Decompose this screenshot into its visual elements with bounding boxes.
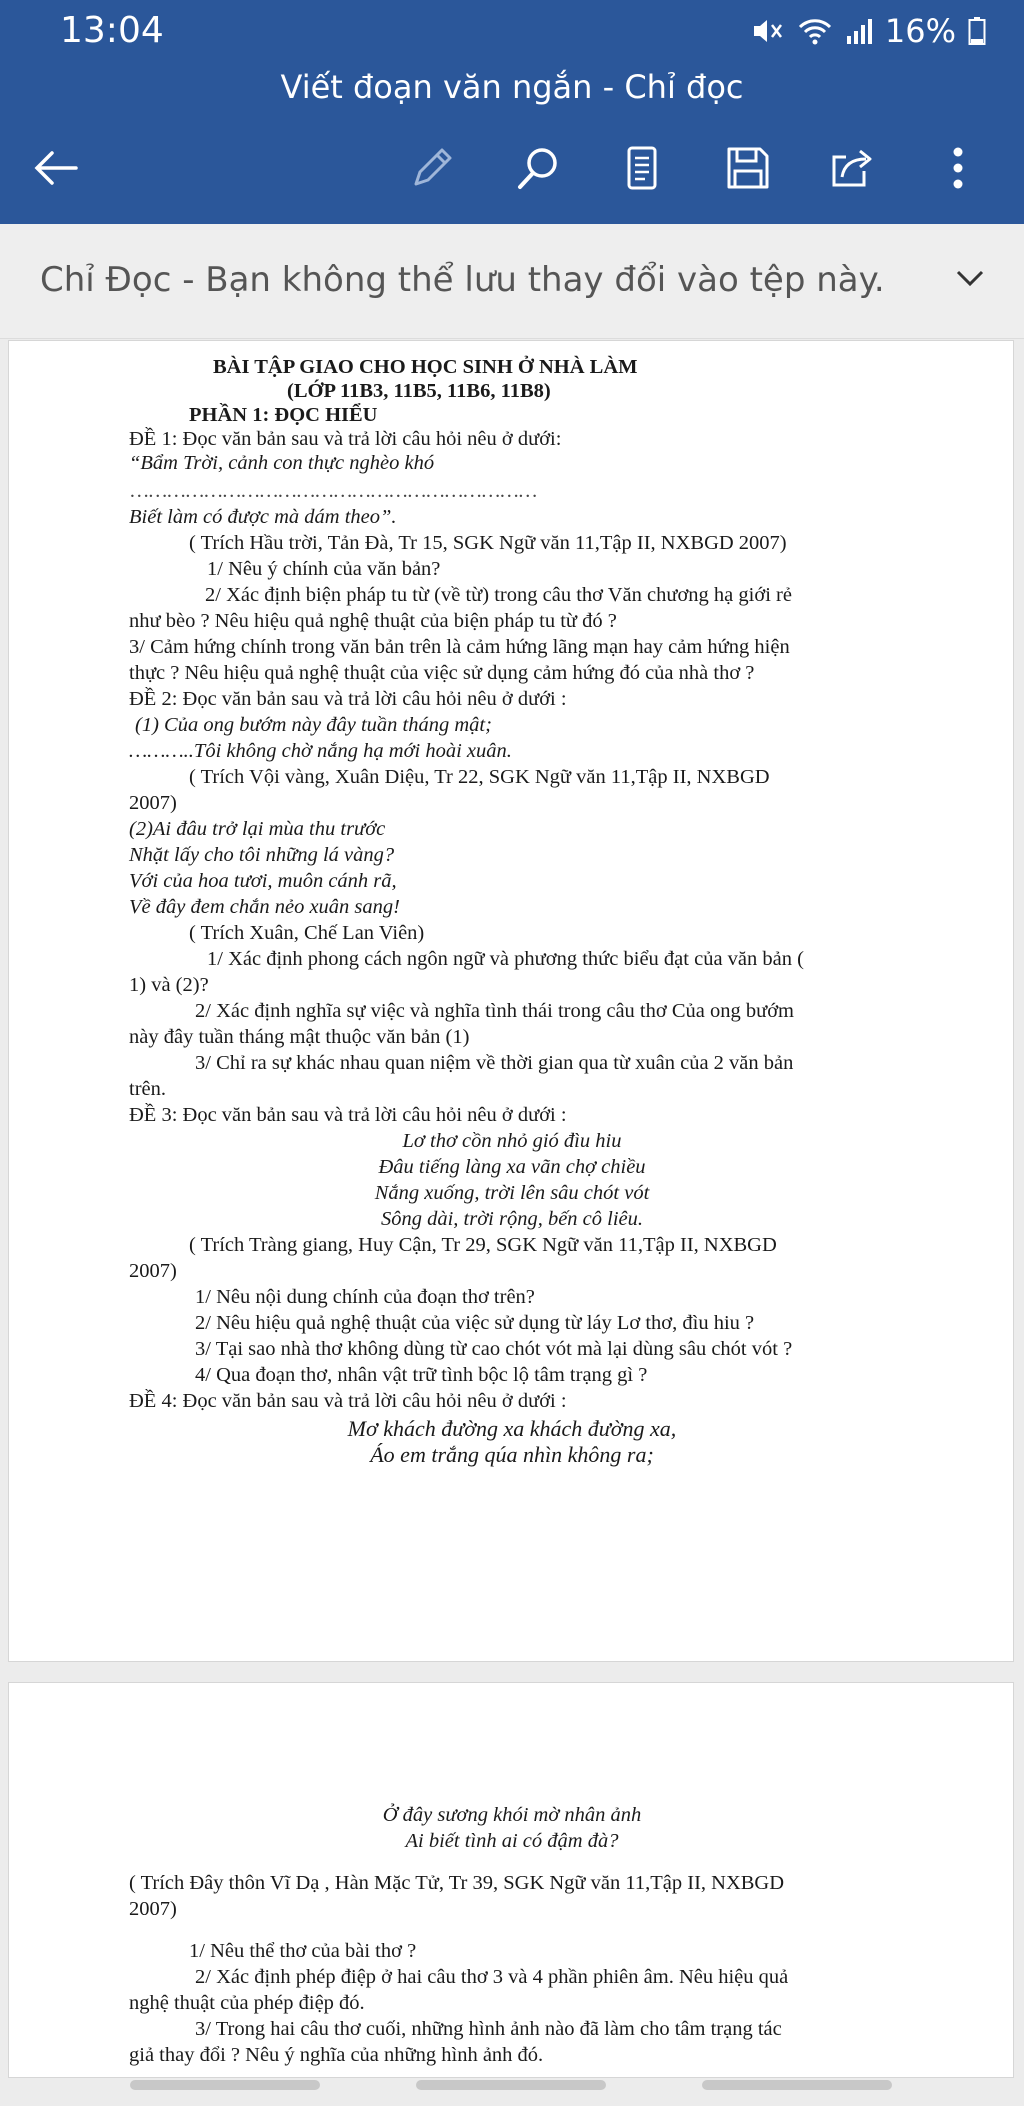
page2-question-cont: nghệ thuật của phép điệp đó. xyxy=(129,1992,365,2014)
page2-source-cont: 2007) xyxy=(129,1898,177,1920)
de4-heading: ĐỀ 4: Đọc văn bản sau và trả lời câu hỏi nêu ở dưới : xyxy=(129,1390,567,1412)
page2-question: 1/ Nêu thể thơ của bài thơ ? xyxy=(189,1940,417,1962)
section-heading: PHẦN 1: ĐỌC HIỂU xyxy=(189,404,378,426)
page2-question: 3/ Trong hai câu thơ cuối, những hình ảnh nào đã làm cho tâm trạng tác xyxy=(195,2018,782,2040)
de3-question: 3/ Tại sao nhà thơ không dùng từ cao chót vót mà lại dùng sâu chót vót ? xyxy=(195,1338,793,1360)
page2-poem-line: Ở đây sương khói mờ nhân ảnh xyxy=(382,1804,642,1826)
de2-source: ( Trích Vội vàng, Xuân Diệu, Tr 22, SGK Ngữ văn 11,Tập II, NXBGD xyxy=(189,766,770,788)
de4-poem-line: Mơ khách đường xa khách đường xa, xyxy=(347,1416,677,1441)
chevron-down-icon[interactable] xyxy=(954,266,986,290)
page-indicator xyxy=(416,2080,606,2090)
search-button[interactable] xyxy=(508,138,568,198)
de2-poem-line: (1) Của ong bướm này đây tuần tháng mật; xyxy=(135,714,492,736)
status-time: 13:04 xyxy=(60,10,164,51)
de2-question: 2/ Xác định nghĩa sự việc và nghĩa tình thái trong câu thơ Của ong bướm xyxy=(195,1000,794,1022)
de1-question-cont: thực ? Nêu hiệu quả nghệ thuật của việc sử dụng cảm hứng đó của nhà thơ ? xyxy=(129,662,755,684)
de1-poem-line: Biết làm có được mà dám theo”. xyxy=(129,506,397,528)
page2-poem-line: Ai biết tình ai có đậm đà? xyxy=(405,1830,619,1852)
de2-source-cont: 2007) xyxy=(129,792,177,814)
save-button[interactable] xyxy=(718,138,778,198)
de3-source-cont: 2007) xyxy=(129,1260,177,1282)
de3-poem-line: Sông dài, trời rộng, bến cô liêu. xyxy=(380,1208,644,1230)
edit-button[interactable] xyxy=(402,138,462,198)
de2-poem-line: Với của hoa tươi, muôn cánh rã, xyxy=(129,870,397,892)
de2-question-cont: 1) và (2)? xyxy=(129,974,209,996)
de1-question: 1/ Nêu ý chính của văn bản? xyxy=(207,558,441,580)
de1-question-cont: như bèo ? Nêu hiệu quả nghệ thuật của biện pháp tu từ đó ? xyxy=(129,610,617,632)
edit-pencil-icon xyxy=(408,144,456,192)
de4-poem-line: Áo em trắng qúa nhìn không ra; xyxy=(370,1442,654,1467)
de2-question-cont: này đây tuần tháng mật thuộc văn bản (1) xyxy=(129,1026,470,1048)
de3-source: ( Trích Tràng giang, Huy Cận, Tr 29, SGK Ngữ văn 11,Tập II, NXBGD xyxy=(189,1234,777,1256)
de3-question: 1/ Nêu nội dung chính của đoạn thơ trên? xyxy=(195,1286,535,1308)
more-options-button[interactable] xyxy=(928,138,988,198)
de1-source: ( Trích Hầu trời, Tản Đà, Tr 15, SGK Ngữ văn 11,Tập II, NXBGD 2007) xyxy=(189,532,787,554)
de3-question: 2/ Nêu hiệu quả nghệ thuật của việc sử dụng từ láy Lơ thơ, đìu hiu ? xyxy=(195,1312,755,1334)
de1-question: 3/ Cảm hứng chính trong văn bản trên là cảm hứng lãng mạn hay cảm hứng hiện xyxy=(129,636,790,658)
de1-heading: ĐỀ 1: Đọc văn bản sau và trả lời câu hỏi nêu ở dưới: xyxy=(129,428,562,450)
battery-level: 16% xyxy=(884,12,956,50)
de2-poem-line: Nhặt lấy cho tôi những lá vàng? xyxy=(129,844,395,866)
de2-heading: ĐỀ 2: Đọc văn bản sau và trả lời câu hỏi nêu ở dưới : xyxy=(129,688,567,710)
reading-view-button[interactable] xyxy=(612,138,672,198)
de1-poem-line: “Bẩm Trời, cảnh con thực nghèo khó xyxy=(129,452,435,474)
de2-poem-line: Về đây đem chắn nẻo xuân sang! xyxy=(129,896,400,918)
reading-view-icon xyxy=(622,144,662,192)
wifi-icon xyxy=(797,16,833,46)
de2-poem-line: ………..Tôi không chờ nắng hạ mới hoài xuân. xyxy=(129,740,512,762)
page2-source: ( Trích Đây thôn Vĩ Dạ , Hàn Mặc Tử, Tr 39, SGK Ngữ văn 11,Tập II, NXBGD xyxy=(129,1872,785,1894)
de3-question: 4/ Qua đoạn thơ, nhân vật trữ tình bộc lộ tâm trạng gì ? xyxy=(195,1364,648,1386)
read-only-message: Chỉ Đọc - Bạn không thể lưu thay đổi vào tệp này. xyxy=(40,260,885,300)
battery-icon xyxy=(968,16,986,46)
back-button[interactable] xyxy=(26,138,86,198)
page-indicator xyxy=(130,2080,320,2090)
de2-question: 3/ Chỉ ra sự khác nhau quan niệm về thời gian qua từ xuân của 2 văn bản xyxy=(195,1052,794,1074)
read-only-banner[interactable] xyxy=(0,224,1024,339)
de2-poem-line: (2)Ai đâu trở lại mùa thu trước xyxy=(129,818,386,840)
status-bar xyxy=(0,0,1024,64)
more-options-icon xyxy=(948,144,968,192)
page2-question-cont: giả thay đổi ? Nêu ý nghĩa của những hình ảnh đó. xyxy=(129,2044,544,2066)
de1-ellipsis: ………………………………………………………… xyxy=(129,480,536,502)
de3-poem-line: Lơ thơ cồn nhỏ gió đìu hiu xyxy=(402,1130,622,1152)
page2-question: 2/ Xác định phép điệp ở hai câu thơ 3 và 4 phần phiên âm. Nêu hiệu quả xyxy=(195,1966,789,1988)
de3-poem-line: Nắng xuống, trời lên sâu chót vót xyxy=(374,1182,650,1204)
page-indicator xyxy=(702,2080,892,2090)
share-button[interactable] xyxy=(822,138,882,198)
signal-icon xyxy=(845,17,873,45)
de2-question: 1/ Xác định phong cách ngôn ngữ và phương thức biểu đạt của văn bản ( xyxy=(207,948,804,970)
document-title: Viết đoạn văn ngắn - Chỉ đọc xyxy=(280,68,744,106)
status-icons xyxy=(751,12,986,50)
save-icon xyxy=(724,144,772,192)
de3-poem-line: Đâu tiếng làng xa vãn chợ chiều xyxy=(378,1156,646,1178)
document-page-1 xyxy=(8,340,1014,1662)
back-arrow-icon xyxy=(32,148,80,188)
share-icon xyxy=(828,144,876,192)
de3-heading: ĐỀ 3: Đọc văn bản sau và trả lời câu hỏi nêu ở dưới : xyxy=(129,1104,567,1126)
de2-source: ( Trích Xuân, Chế Lan Viên) xyxy=(189,922,425,944)
doc-subtitle: (LỚP 11B3, 11B5, 11B6, 11B8) xyxy=(287,380,551,402)
de2-question-cont: trên. xyxy=(129,1078,166,1100)
mute-icon xyxy=(751,16,785,46)
app-bar xyxy=(0,0,1024,224)
document-page-2 xyxy=(8,1682,1014,2078)
doc-title: BÀI TẬP GIAO CHO HỌC SINH Ở NHÀ LÀM xyxy=(213,356,638,378)
search-icon xyxy=(514,144,562,192)
de1-question: 2/ Xác định biện pháp tu từ (về từ) trong câu thơ Văn chương hạ giới rẻ xyxy=(205,584,792,606)
